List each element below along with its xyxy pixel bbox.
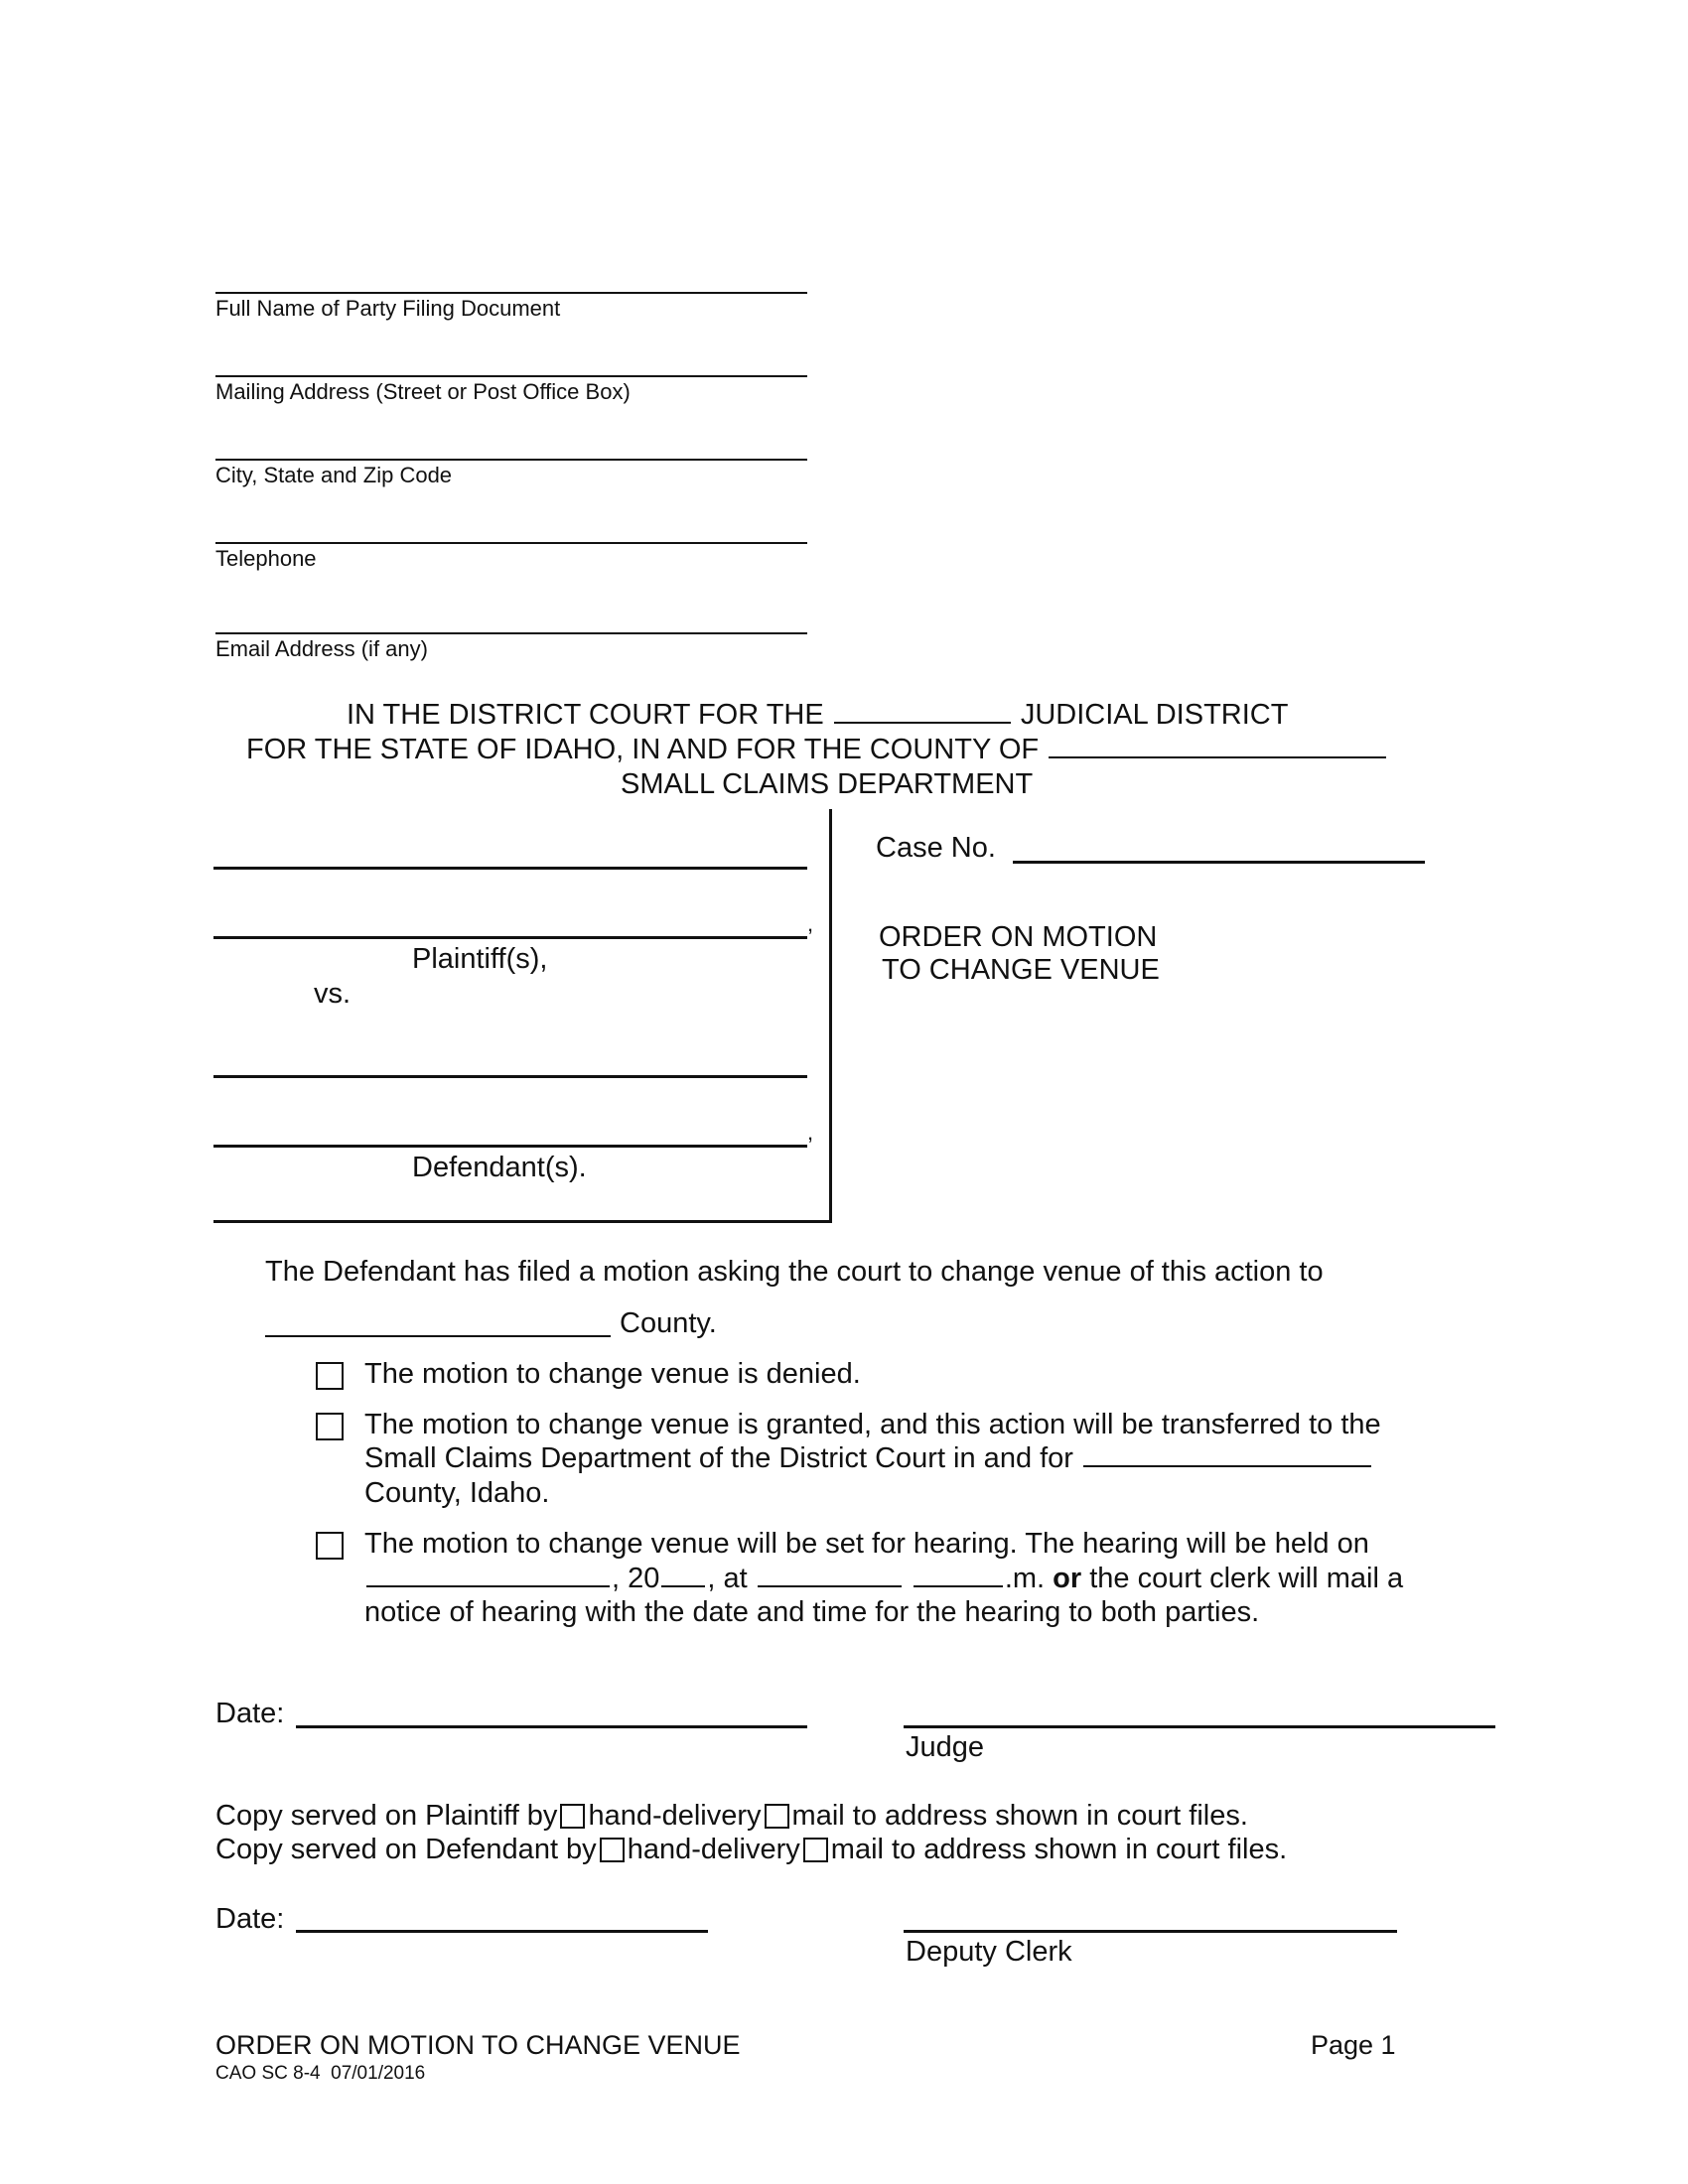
copy-defendant-row (215, 1834, 1287, 1866)
city-state-zip-label: City, State and Zip Code (215, 463, 453, 487)
copy-plaintiff-text: Copy served on Plaintiff by (215, 1800, 558, 1832)
document-title-line2: TO CHANGE VENUE (882, 954, 1160, 986)
hearing-ampm-blank[interactable] (914, 1584, 1003, 1587)
granted-checkbox[interactable] (316, 1413, 344, 1440)
hearing-or: or (1053, 1563, 1082, 1594)
intro-text: The Defendant has filed a motion asking the court to change venue of this action to (265, 1256, 1324, 1288)
hearing-option-line1: The motion to change venue will be set for hearing. The hearing will be held on (364, 1528, 1369, 1560)
judge-date-label: Date: (215, 1698, 285, 1729)
mailing-address-line[interactable] (215, 375, 807, 377)
clerk-date-line[interactable] (296, 1930, 708, 1933)
plaintiff-label: Plaintiff(s), (412, 943, 548, 975)
granted-option-line1: The motion to change venue is granted, and this action will be transferred to the (364, 1409, 1381, 1440)
hearing-time-blank[interactable] (758, 1584, 902, 1587)
venue-county-line[interactable] (265, 1335, 611, 1337)
vs-label: vs. (314, 978, 352, 1010)
hearing-year-blank[interactable] (661, 1584, 705, 1587)
hearing-date-blank[interactable] (366, 1584, 610, 1587)
plaintiff-mail-checkbox[interactable] (765, 1804, 789, 1829)
county-blank[interactable] (1049, 755, 1386, 758)
deputy-clerk-label: Deputy Clerk (906, 1936, 1072, 1968)
defendant-line-2[interactable] (213, 1145, 807, 1148)
defendant-comma: , (807, 1120, 814, 1145)
transfer-county-blank[interactable] (1083, 1464, 1371, 1467)
hearing-option-line3: notice of hearing with the date and time for the hearing to both parties. (364, 1596, 1260, 1628)
plaintiff-hand-delivery-checkbox[interactable] (560, 1804, 585, 1829)
defendant-line-1[interactable] (213, 1075, 807, 1078)
plaintiff-mail-label: mail to address shown in court files. (791, 1800, 1248, 1832)
caption-bottom-rule (213, 1220, 832, 1223)
judge-signature-line[interactable] (904, 1725, 1495, 1728)
judicial-district-blank[interactable] (834, 721, 1011, 724)
granted-option-line2-text: Small Claims Department of the District Court in and for (364, 1442, 1073, 1474)
hearing-clerk-text: the court clerk will mail a (1089, 1563, 1404, 1594)
clerk-date-label: Date: (215, 1903, 285, 1935)
denied-checkbox[interactable] (316, 1362, 344, 1390)
email-line[interactable] (215, 632, 807, 634)
hearing-m: .m. (1004, 1563, 1046, 1594)
mailing-address-label: Mailing Address (Street or Post Office Box) (215, 379, 631, 404)
granted-option-line2 (364, 1442, 1373, 1475)
hearing-comma20: , 20 (612, 1563, 660, 1594)
copy-defendant-text: Copy served on Defendant by (215, 1834, 597, 1865)
full-name-line[interactable] (215, 292, 807, 294)
hearing-option-line2 (364, 1563, 1403, 1595)
court-heading-part2: JUDICIAL DISTRICT (1020, 699, 1289, 731)
hearing-at: , at (707, 1563, 748, 1594)
city-state-zip-line[interactable] (215, 459, 807, 461)
case-number-line[interactable] (1013, 861, 1425, 864)
plaintiff-hand-delivery-label: hand-delivery (588, 1800, 762, 1832)
court-heading-line3: SMALL CLAIMS DEPARTMENT (621, 768, 1034, 800)
document-title-line1: ORDER ON MOTION (879, 921, 1158, 953)
footer-form-title: ORDER ON MOTION TO CHANGE VENUE (215, 2030, 741, 2060)
defendant-label: Defendant(s). (412, 1152, 587, 1183)
telephone-label: Telephone (215, 546, 317, 571)
footer-form-code: CAO SC 8-4 07/01/2016 (215, 2063, 426, 2084)
judge-date-line[interactable] (296, 1725, 807, 1728)
plaintiff-line-2[interactable] (213, 936, 807, 939)
judge-label: Judge (906, 1731, 985, 1763)
full-name-label: Full Name of Party Filing Document (215, 296, 561, 321)
granted-option-line3: County, Idaho. (364, 1477, 550, 1509)
case-number-label: Case No. (876, 832, 996, 864)
caption-divider-vertical (829, 809, 832, 1221)
defendant-mail-checkbox[interactable] (803, 1838, 828, 1862)
hearing-checkbox[interactable] (316, 1532, 344, 1560)
clerk-signature-line[interactable] (904, 1930, 1397, 1933)
email-label: Email Address (if any) (215, 636, 428, 661)
court-county-text: FOR THE STATE OF IDAHO, IN AND FOR THE COUNTY OF (246, 734, 1040, 765)
plaintiff-line-1[interactable] (213, 867, 807, 870)
defendant-hand-delivery-label: hand-delivery (627, 1834, 800, 1865)
telephone-line[interactable] (215, 542, 807, 544)
plaintiff-comma: , (807, 911, 814, 936)
court-heading-part1: IN THE DISTRICT COURT FOR THE (347, 699, 824, 731)
footer-page-number: Page 1 (1311, 2030, 1396, 2060)
copy-plaintiff-row (215, 1800, 1248, 1833)
court-heading-line1 (347, 699, 1288, 732)
court-heading-line2 (246, 734, 1388, 766)
denied-option-text: The motion to change venue is denied. (364, 1358, 861, 1390)
defendant-mail-label: mail to address shown in court files. (830, 1834, 1288, 1865)
defendant-hand-delivery-checkbox[interactable] (600, 1838, 625, 1862)
county-text: County. (620, 1307, 717, 1339)
